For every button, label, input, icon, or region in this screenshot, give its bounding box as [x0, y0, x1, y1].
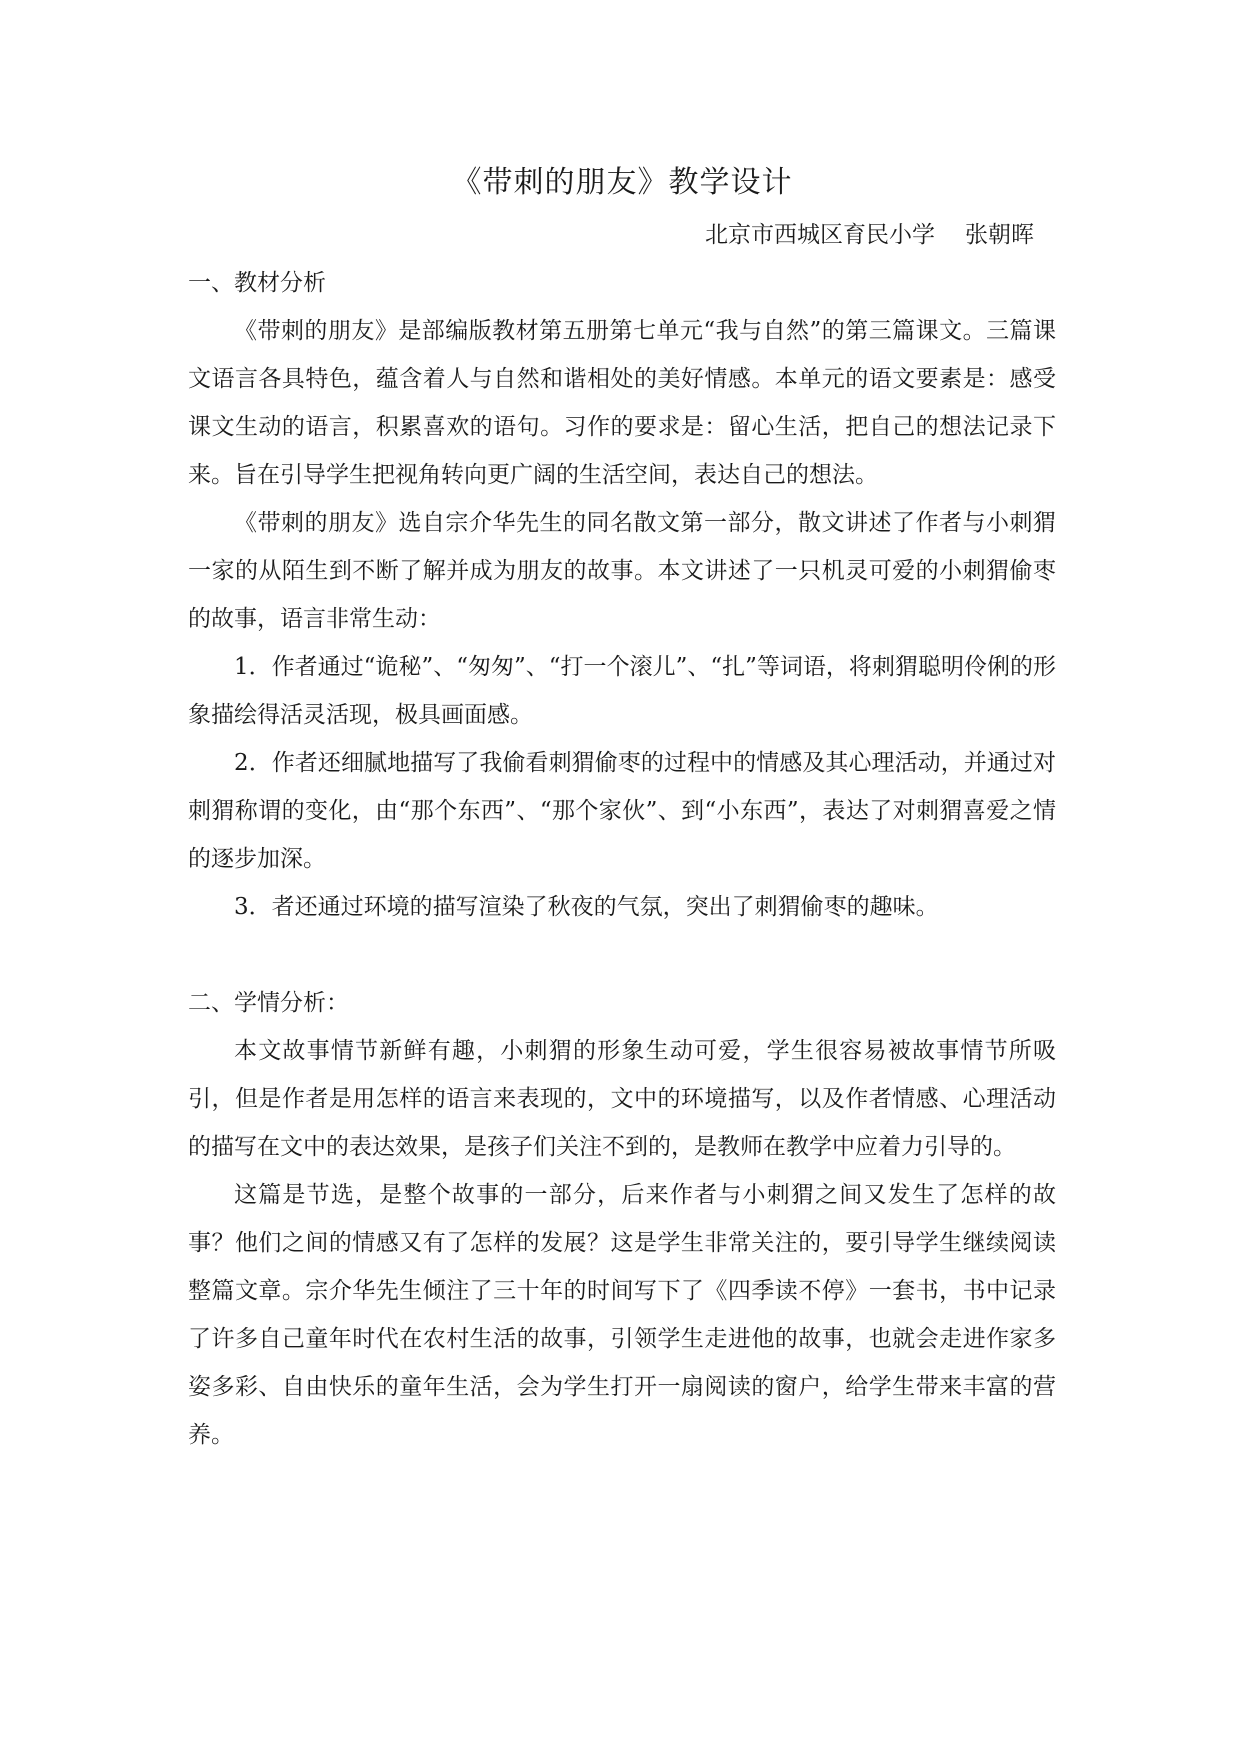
section-student-analysis — [188, 979, 1056, 1459]
paragraph: 本文故事情节新鲜有趣，小刺猬的形象生动可爱，学生很容易被故事情节所吸引，但是作者是用怎样的语言来表现的，文中的环境描写，以及作者情感、心理活动的描写在文中的表达效果，是孩子们关注不到的，是教师在教学中应着力引导的。 — [188, 1038, 1056, 1160]
author-name: 张朝晖 — [965, 222, 1034, 248]
list-item: 1．作者通过“诡秘”、“匆匆”、“打一个滚儿”、“扎”等词语，将刺猬聪明伶俐的形象描绘得活灵活现，极具画面感。 — [188, 654, 1056, 728]
paragraph: 《带刺的朋友》选自宗介华先生的同名散文第一部分，散文讲述了作者与小刺猬一家的从陌生到不断了解并成为朋友的故事。本文讲述了一只机灵可爱的小刺猬偷枣的故事，语言非常生动： — [188, 510, 1056, 632]
document-body — [188, 155, 1056, 1459]
document-title: 《带刺的朋友》教学设计 — [451, 165, 793, 200]
list-item: 3．者还通过环境的描写渲染了秋夜的气氛，突出了刺猬偷枣的趣味。 — [234, 894, 939, 920]
paragraph: 《带刺的朋友》是部编版教材第五册第七单元“我与自然”的第三篇课文。三篇课文语言各具特色，蕴含着人与自然和谐相处的美好情感。本单元的语文要素是：感受课文生动的语言，积累喜欢的语句。习作的要求是：留心生活，把自己的想法记录下来。旨在引导学生把视角转向更广阔的生活空间，表达自己的想法。 — [188, 318, 1056, 488]
list-item: 2．作者还细腻地描写了我偷看刺猬偷枣的过程中的情感及其心理活动，并通过对刺猬称谓的变化，由“那个东西”、“那个家伙”、到“小东西”，表达了对刺猬喜爱之情的逐步加深。 — [188, 750, 1056, 872]
section-spacer — [188, 931, 1056, 979]
section-heading: 一、教材分析 — [188, 270, 326, 296]
paragraph: 这篇是节选，是整个故事的一部分，后来作者与小刺猬之间又发生了怎样的故事？他们之间的情感又有了怎样的发展？这是学生非常关注的，要引导学生继续阅读整篇文章。宗介华先生倾注了三十年的时间写下了《四季读不停》一套书，书中记录了许多自己童年时代在农村生活的故事，引领学生走进他的故事，也就会走进作家多姿多彩、自由快乐的童年生活，会为学生打开一扇阅读的窗户，给学生带来丰富的营养。 — [188, 1182, 1056, 1448]
author-line — [188, 211, 1056, 259]
section-material-analysis — [188, 259, 1056, 931]
author-school: 北京市西城区育民小学 — [705, 222, 935, 248]
section-heading: 二、学情分析： — [188, 990, 349, 1016]
